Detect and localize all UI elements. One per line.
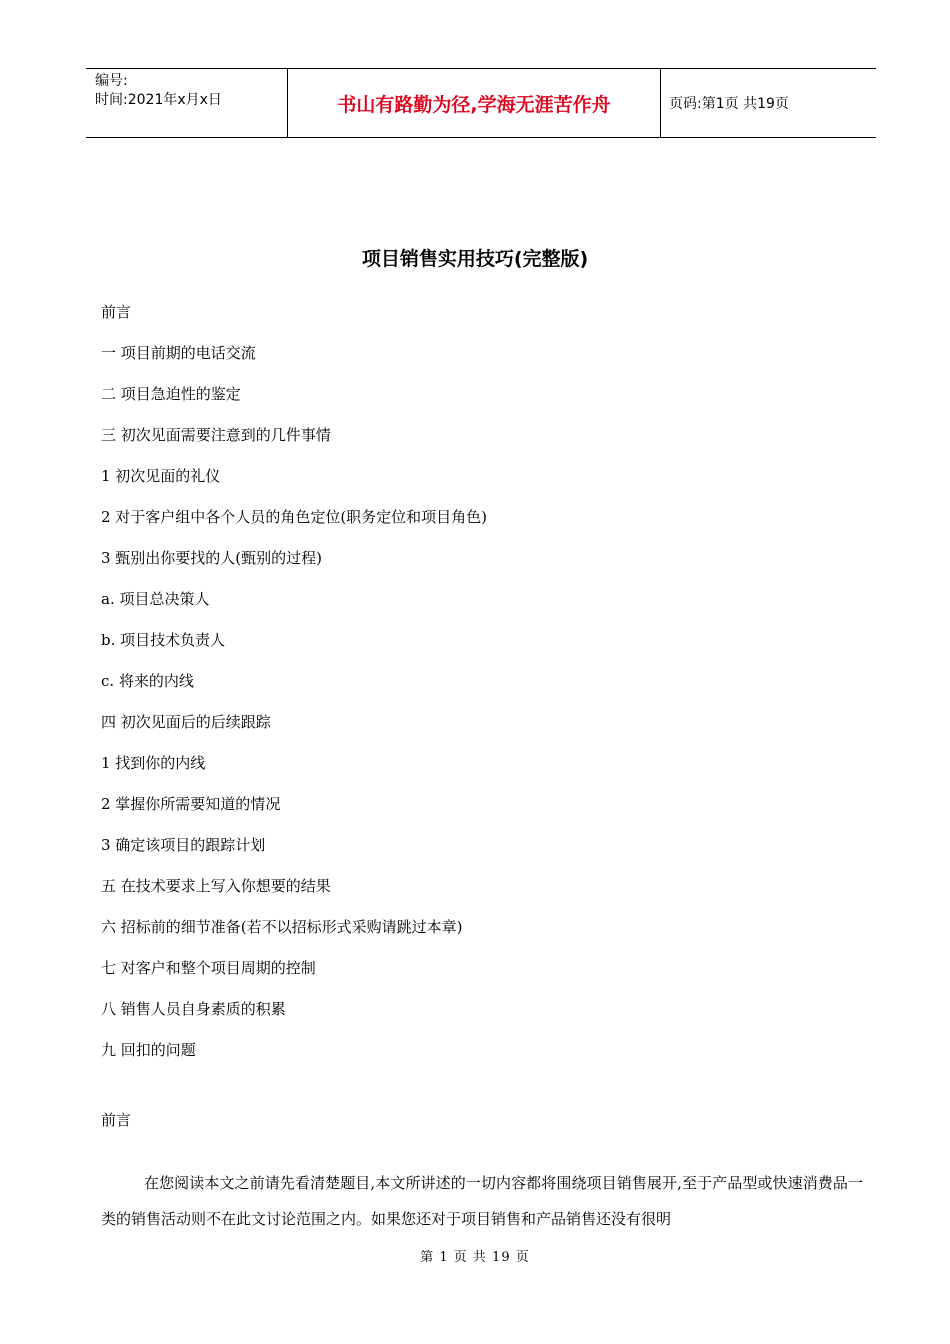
toc-item: 3 甄别出你要找的人(甄别的过程) xyxy=(101,549,323,567)
toc-item: 五 在技术要求上写入你想要的结果 xyxy=(101,877,331,895)
serial-label: 编号: xyxy=(95,73,128,89)
toc-item: 六 招标前的细节准备(若不以招标形式采购请跳过本章) xyxy=(101,918,463,936)
toc-item: c. 将来的内线 xyxy=(101,672,194,690)
table-of-contents xyxy=(101,300,487,1079)
toc-item: 2 掌握你所需要知道的情况 xyxy=(101,795,281,813)
body-paragraph: 在您阅读本文之前请先看清楚题目,本文所讲述的一切内容都将围绕项目销售展开,至于产品型或快速消费品一类的销售活动则不在此文讨论范围之内。如果您还对于项目销售和产品销售还没有很明 xyxy=(101,1174,863,1228)
section-heading: 前言 xyxy=(101,1111,132,1129)
toc-item: 二 项目急迫性的鉴定 xyxy=(101,385,241,403)
toc-item: 2 对于客户组中各个人员的角色定位(职务定位和项目角色) xyxy=(101,508,488,526)
toc-item: 七 对客户和整个项目周期的控制 xyxy=(101,959,316,977)
page-footer: 第 1 页 共 19 页 xyxy=(420,1250,530,1265)
toc-item: 1 初次见面的礼仪 xyxy=(101,467,221,485)
toc-item: 前言 xyxy=(101,303,132,321)
toc-item: 八 销售人员自身素质的积累 xyxy=(101,1000,286,1018)
header-page-cell xyxy=(661,69,876,137)
toc-item: 四 初次见面后的后续跟踪 xyxy=(101,713,271,731)
toc-item: 3 确定该项目的跟踪计划 xyxy=(101,836,266,854)
motto-text: 书山有路勤为径,学海无涯苦作舟 xyxy=(337,93,611,116)
header-page-info: 页码:第1页 共19页 xyxy=(669,96,789,112)
toc-item: b. 项目技术负责人 xyxy=(101,631,226,649)
toc-item: 三 初次见面需要注意到的几件事情 xyxy=(101,426,331,444)
toc-item: 1 找到你的内线 xyxy=(101,754,206,772)
document-title: 项目销售实用技巧(完整版) xyxy=(361,248,589,270)
toc-item: 九 回扣的问题 xyxy=(101,1041,196,1059)
toc-item: a. 项目总决策人 xyxy=(101,590,210,608)
toc-item: 一 项目前期的电话交流 xyxy=(101,344,256,362)
header-info-cell xyxy=(86,69,288,137)
time-label: 时间:2021年x月x日 xyxy=(95,92,222,108)
header-motto-cell xyxy=(288,69,661,137)
header-table xyxy=(86,68,876,138)
